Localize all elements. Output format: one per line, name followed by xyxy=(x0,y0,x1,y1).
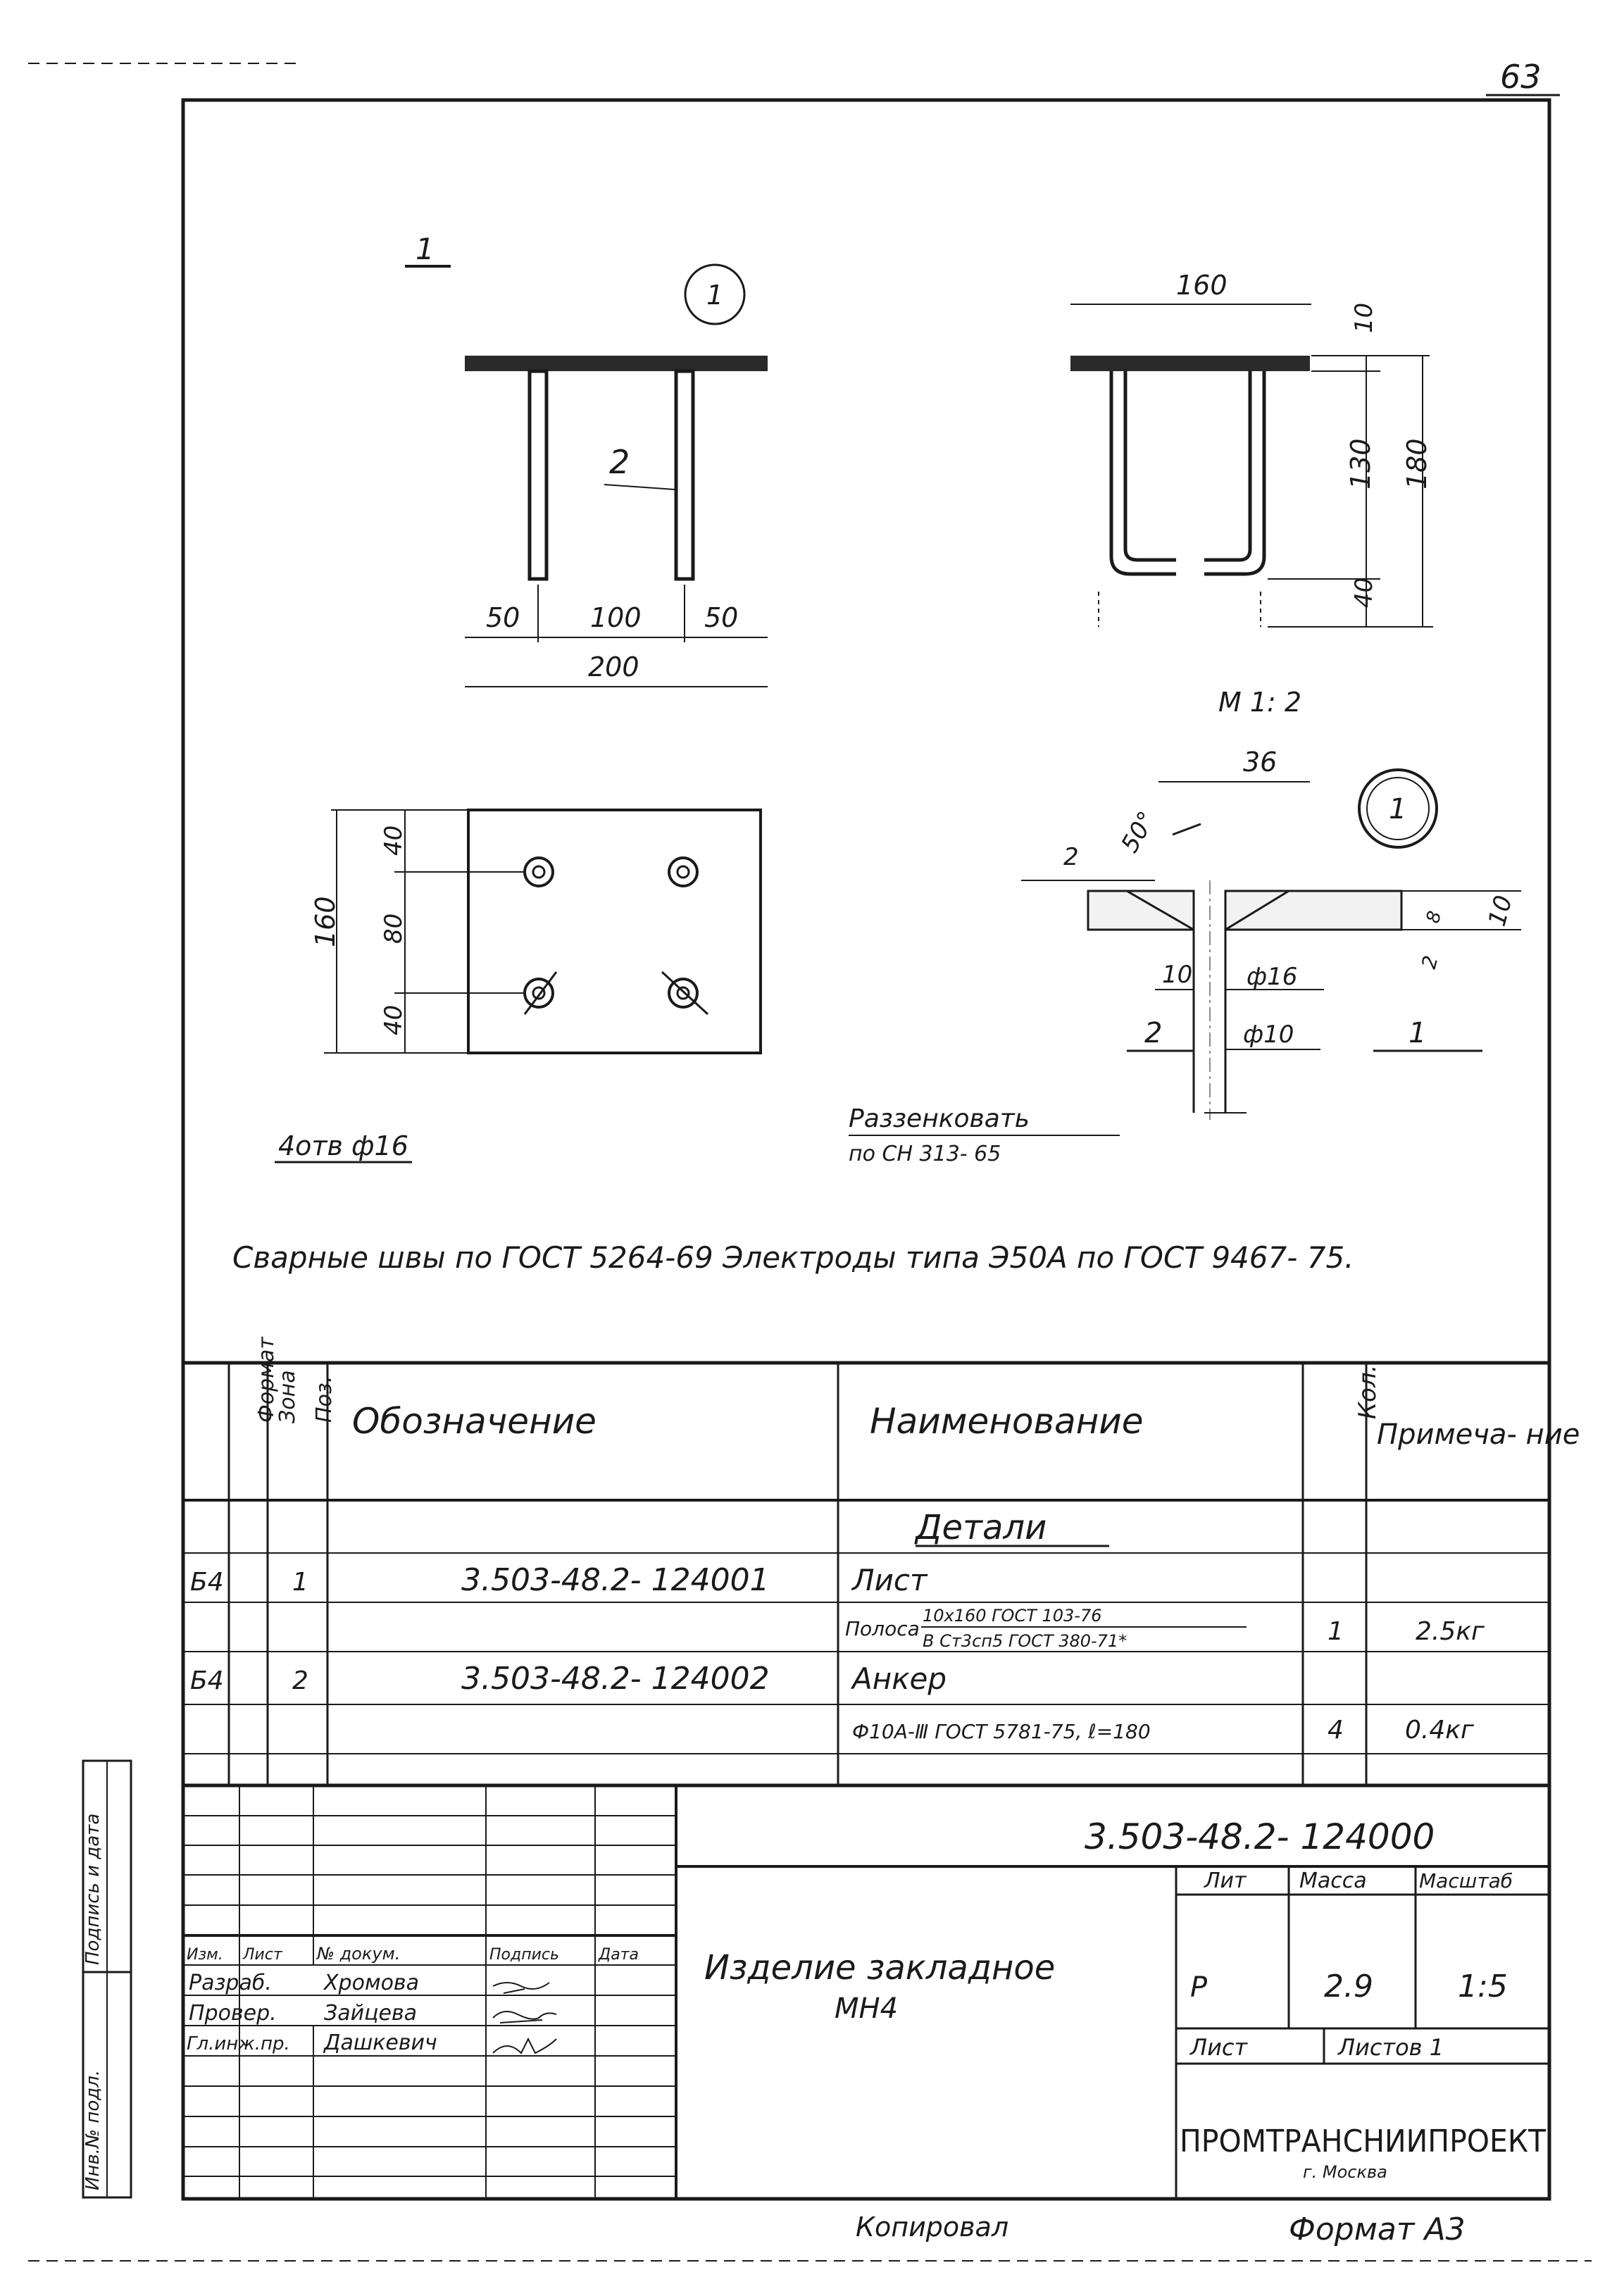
weld-detail xyxy=(849,747,1521,1166)
svg-text:Лист: Лист xyxy=(852,1563,927,1597)
dim-plan-bot: 40 xyxy=(380,1004,408,1035)
lit-value: Р xyxy=(1190,1971,1208,2004)
hole xyxy=(669,858,697,886)
svg-text:Б4: Б4 xyxy=(190,1568,224,1597)
role-checker: Провер. xyxy=(189,2001,277,2026)
svg-text:1: 1 xyxy=(292,1568,308,1597)
anchor-bar-right xyxy=(676,371,693,579)
plan-view xyxy=(275,810,761,1162)
format-label: Формат А3 xyxy=(1289,2212,1466,2247)
svg-text:1: 1 xyxy=(1328,1617,1344,1646)
dim-front-right: 50 xyxy=(704,602,739,633)
svg-text:1: 1 xyxy=(1389,793,1407,825)
title-block xyxy=(82,1761,1549,2199)
table-row xyxy=(845,1606,1485,1651)
plate xyxy=(465,356,768,371)
detail-pos-2: 2 xyxy=(1144,1017,1163,1049)
dim-side-plate: 10 xyxy=(1350,302,1378,333)
spec-table xyxy=(183,1336,1580,1785)
side-plate xyxy=(1070,356,1310,371)
header-zone: Зона xyxy=(275,1370,300,1423)
dim-side-40: 40 xyxy=(1350,577,1378,608)
plate-section-right xyxy=(1225,891,1401,930)
dia-16: ф16 xyxy=(1247,963,1298,991)
dim-plan-top: 40 xyxy=(380,825,408,856)
dim-side-180: 180 xyxy=(1401,438,1432,489)
dim-plan-mid: 80 xyxy=(380,913,408,944)
svg-text:0.4кг: 0.4кг xyxy=(1405,1716,1474,1745)
col-list: Лист xyxy=(243,1946,282,1964)
dim-detail-10: 10 xyxy=(1162,961,1193,989)
header-format: Формат xyxy=(254,1337,279,1423)
role-chief: Гл.инж.пр. xyxy=(187,2033,290,2054)
countersink-standard: по СН 313- 65 xyxy=(849,1142,1001,1166)
dim-front-left: 50 xyxy=(486,602,520,633)
hole xyxy=(525,858,553,886)
svg-text:Полоса: Полоса xyxy=(845,1617,920,1640)
weld-note: Сварные швы по ГОСТ 5264-69 Электроды типа Э50А по ГОСТ 9467- 75. xyxy=(232,1240,1354,1275)
plan-plate xyxy=(468,810,761,1053)
svg-text:Анкер: Анкер xyxy=(852,1661,947,1696)
page-number: 63 xyxy=(1500,58,1542,96)
product-mark: МН4 xyxy=(835,1992,899,2025)
city: г. Москва xyxy=(1303,2162,1387,2182)
side-label-signature: Подпись и дата xyxy=(82,1813,104,1965)
scale-label: M 1: 2 xyxy=(1218,687,1302,718)
scale-value: 1:5 xyxy=(1458,1969,1508,2004)
dim-detail-36: 36 xyxy=(1243,747,1278,778)
svg-text:3.503-48.2- 124001: 3.503-48.2- 124001 xyxy=(461,1562,770,1598)
header-pos: Поз. xyxy=(312,1376,337,1423)
table-row xyxy=(190,1661,947,1697)
header-qty: Кол. xyxy=(1354,1364,1382,1419)
view-callout: 1 xyxy=(416,232,435,266)
svg-text:Б4: Б4 xyxy=(190,1666,224,1695)
detail-angle: 50° xyxy=(1116,806,1162,858)
section-title: Детали xyxy=(916,1508,1047,1547)
dim-plan-160: 160 xyxy=(310,896,341,947)
name-chief: Дашкевич xyxy=(324,2031,437,2055)
col-sign: Подпись xyxy=(489,1946,559,1964)
side-view xyxy=(1070,270,1433,718)
dim-detail-10-right: 10 xyxy=(1482,892,1518,930)
dim-side-top: 160 xyxy=(1176,270,1228,301)
svg-text:Ф10А-Ⅲ ГОСТ 5781-75, ℓ=180: Ф10А-Ⅲ ГОСТ 5781-75, ℓ=180 xyxy=(852,1720,1151,1743)
table-row xyxy=(190,1562,928,1598)
svg-text:В Ст3сп5 ГОСТ 380-71*: В Ст3сп5 ГОСТ 380-71* xyxy=(923,1631,1128,1651)
header-designation: Обозначение xyxy=(352,1401,596,1442)
scale-label-title: Масштаб xyxy=(1419,1869,1513,1892)
sheet-label: Лист xyxy=(1190,2034,1248,2061)
svg-text:2.5кг: 2.5кг xyxy=(1416,1617,1485,1646)
copied-label: Копировал xyxy=(856,2212,1009,2243)
lit-label: Лит xyxy=(1204,1869,1247,1893)
mass-value: 2.9 xyxy=(1324,1969,1373,2004)
dim-detail-2: 2 xyxy=(1416,953,1443,972)
svg-text:1: 1 xyxy=(706,280,724,311)
svg-text:10х160 ГОСТ 103-76: 10х160 ГОСТ 103-76 xyxy=(923,1606,1102,1626)
svg-text:3.503-48.2- 124002: 3.503-48.2- 124002 xyxy=(461,1661,770,1697)
dim-front-total: 200 xyxy=(588,651,639,682)
col-date: Дата xyxy=(599,1946,639,1964)
holes-note: 4отв ф16 xyxy=(278,1130,408,1161)
front-view xyxy=(405,232,768,687)
dia-10: ф10 xyxy=(1243,1021,1294,1049)
svg-text:2: 2 xyxy=(292,1666,308,1695)
organization: ПРОМТРАНСНИИПРОЕКТ xyxy=(1180,2123,1547,2159)
dim-front-mid: 100 xyxy=(590,602,642,633)
side-label-inventory: Инв.№ подл. xyxy=(82,2069,104,2190)
header-name: Наименование xyxy=(870,1401,1144,1442)
name-checker: Зайцева xyxy=(324,2001,418,2026)
countersink-note: Раззенковать xyxy=(849,1104,1030,1133)
document-code: 3.503-48.2- 124000 xyxy=(1085,1816,1435,1857)
position-label-2: 2 xyxy=(609,443,630,481)
sheets-label: Листов 1 xyxy=(1338,2034,1444,2061)
detail-gap: 2 xyxy=(1063,843,1079,871)
dim-side-130: 130 xyxy=(1345,438,1376,489)
product-title: Изделие закладное xyxy=(704,1948,1056,1988)
col-izm: Изм. xyxy=(187,1946,223,1964)
table-row xyxy=(852,1716,1475,1745)
role-developer: Разраб. xyxy=(189,1971,272,1995)
dim-detail-small: 8 xyxy=(1422,909,1447,926)
name-developer: Хромова xyxy=(324,1971,419,1995)
header-note: Примеча- ние xyxy=(1377,1418,1580,1451)
detail-pos-1: 1 xyxy=(1408,1017,1427,1049)
svg-text:4: 4 xyxy=(1328,1716,1344,1745)
col-doc: № докум. xyxy=(317,1944,401,1964)
plate-section-left xyxy=(1088,891,1194,930)
mass-label: Масса xyxy=(1299,1869,1367,1893)
anchor-bar-left xyxy=(530,371,546,579)
